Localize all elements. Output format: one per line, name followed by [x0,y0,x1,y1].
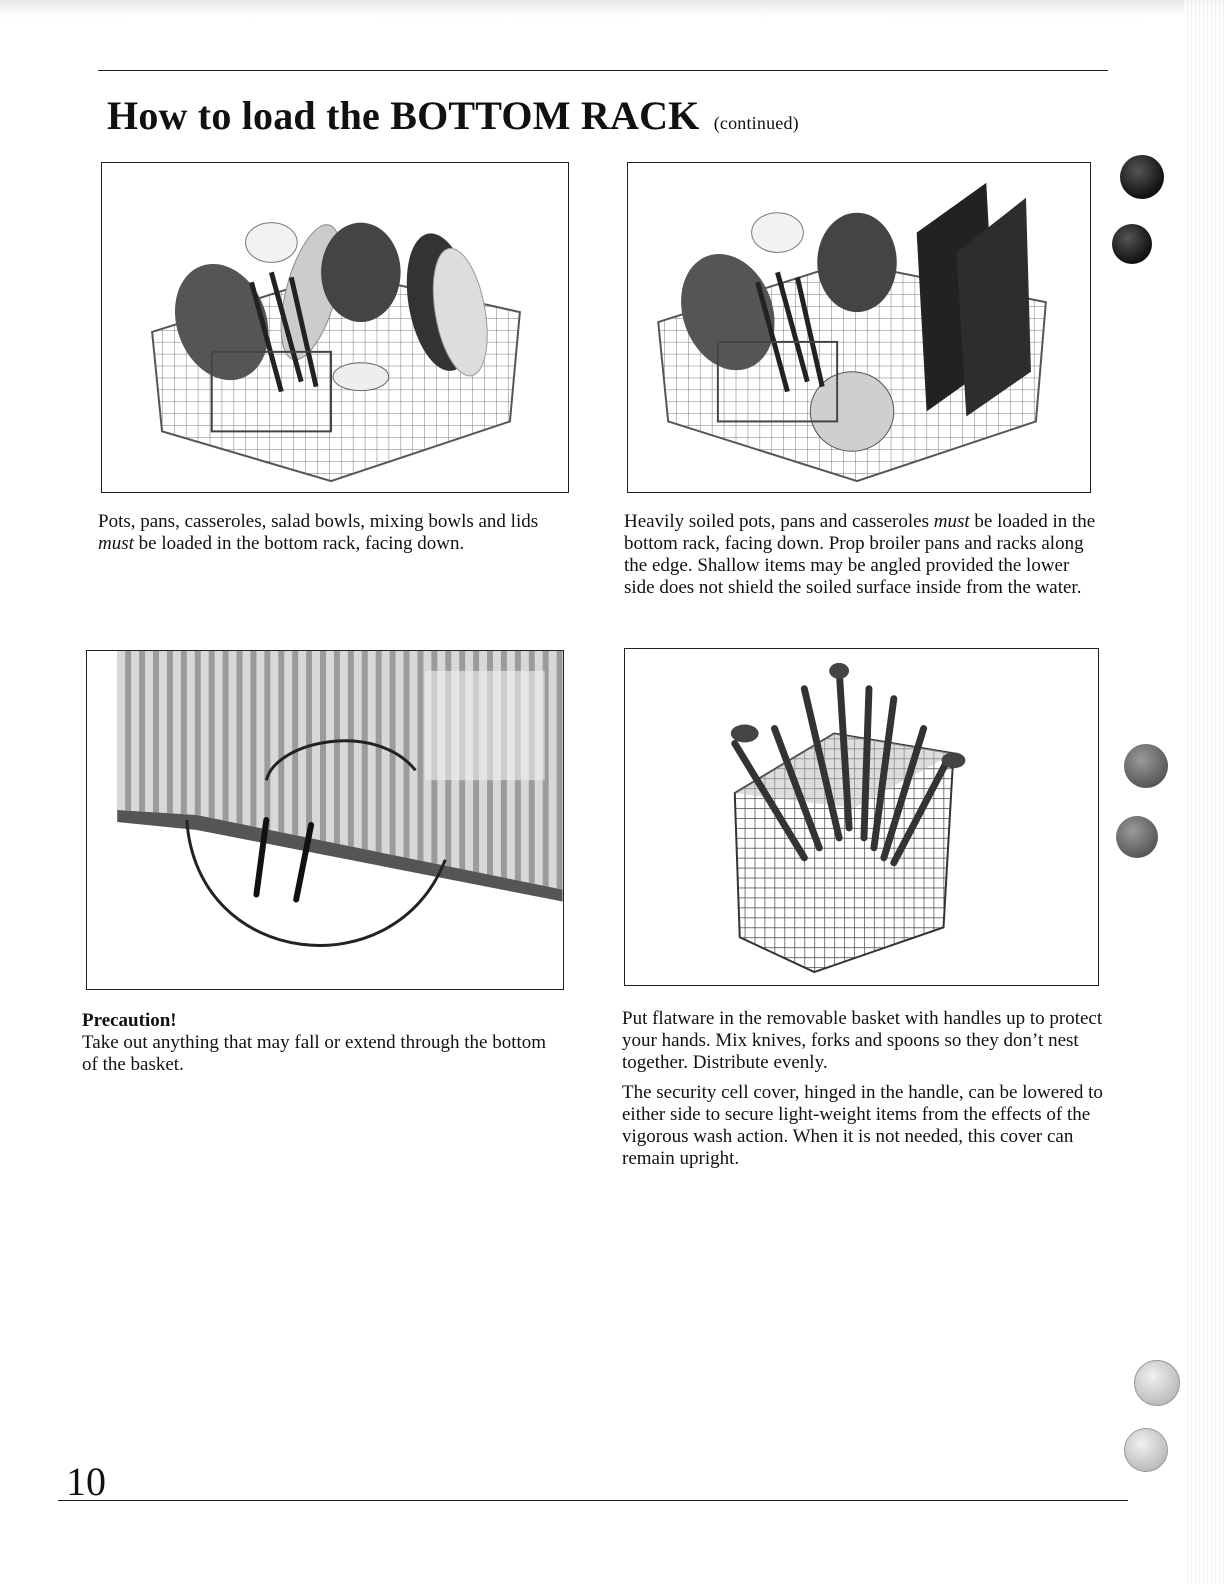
binder-hole-marker [1120,155,1164,199]
caption-pots-pans-part-1: Pots, pans, casseroles, salad bowls, mixing bowls and lids [98,511,539,532]
scan-edge-right [1184,0,1224,1584]
caption-broiler-pans-part-2: be loaded in the bottom rack, facing down. Prop broiler pans and racks along the edge. Shallow items may be angled provided the lower side does not shield the soiled surface inside from the water. [624,511,1096,598]
photo-bottom-rack-broiler-pans [627,162,1091,493]
precaution-text: Take out anything that may fall or extend through the bottom of the basket. [82,1032,547,1075]
caption-broiler-pans-part-1: Heavily soiled pots, pans and casseroles [624,511,934,532]
caption-pots-pans [98,511,568,563]
caption-flatware [622,1008,1107,1178]
page-title-continued: (continued) [713,113,799,133]
caption-pots-pans-part-2: be loaded in the bottom rack, facing down. [133,533,465,554]
binder-hole-marker [1116,816,1158,858]
caption-pots-pans-emphasis: must [98,533,134,554]
flatware-basket-illustration [625,649,1098,985]
caption-pots-pans-text [98,511,568,555]
scan-edge-top [0,0,1224,18]
flatware-paragraph-1: Put flatware in the removable basket with handles up to protect your hands. Mix knives, forks and spoons so they don’t nest together. Distribute evenly. [622,1008,1103,1073]
binder-hole-marker [1124,1428,1168,1472]
caption-broiler-pans [624,511,1100,607]
caption-precaution [82,1010,562,1084]
photo-bottom-rack-pots-pans [101,162,569,493]
photo-flatware-basket [624,648,1099,986]
binder-hole-marker [1124,744,1168,788]
page-number: 10 [66,1459,106,1504]
caption-broiler-pans-text [624,511,1100,599]
photo-basket-bottom-closeup [86,650,564,990]
caption-broiler-pans-emphasis: must [933,511,970,532]
binder-hole-marker [1112,224,1152,264]
flatware-paragraph-2: The security cell cover, hinged in the handle, can be lowered to either side to secure light-weight items from the effects of the vigorous wash action. When it is not needed, this cover can remain upright. [622,1082,1103,1169]
page-title-text: How to load the BOTTOM RACK [107,93,700,138]
binder-hole-marker [1134,1360,1180,1406]
rack-illustration-1 [102,163,568,492]
footer-rule [58,1500,1128,1501]
page-title [107,92,799,139]
precaution-heading: Precaution! [82,1010,177,1031]
header-rule [98,70,1108,71]
basket-closeup-illustration [87,651,563,989]
rack-illustration-2 [628,163,1090,492]
